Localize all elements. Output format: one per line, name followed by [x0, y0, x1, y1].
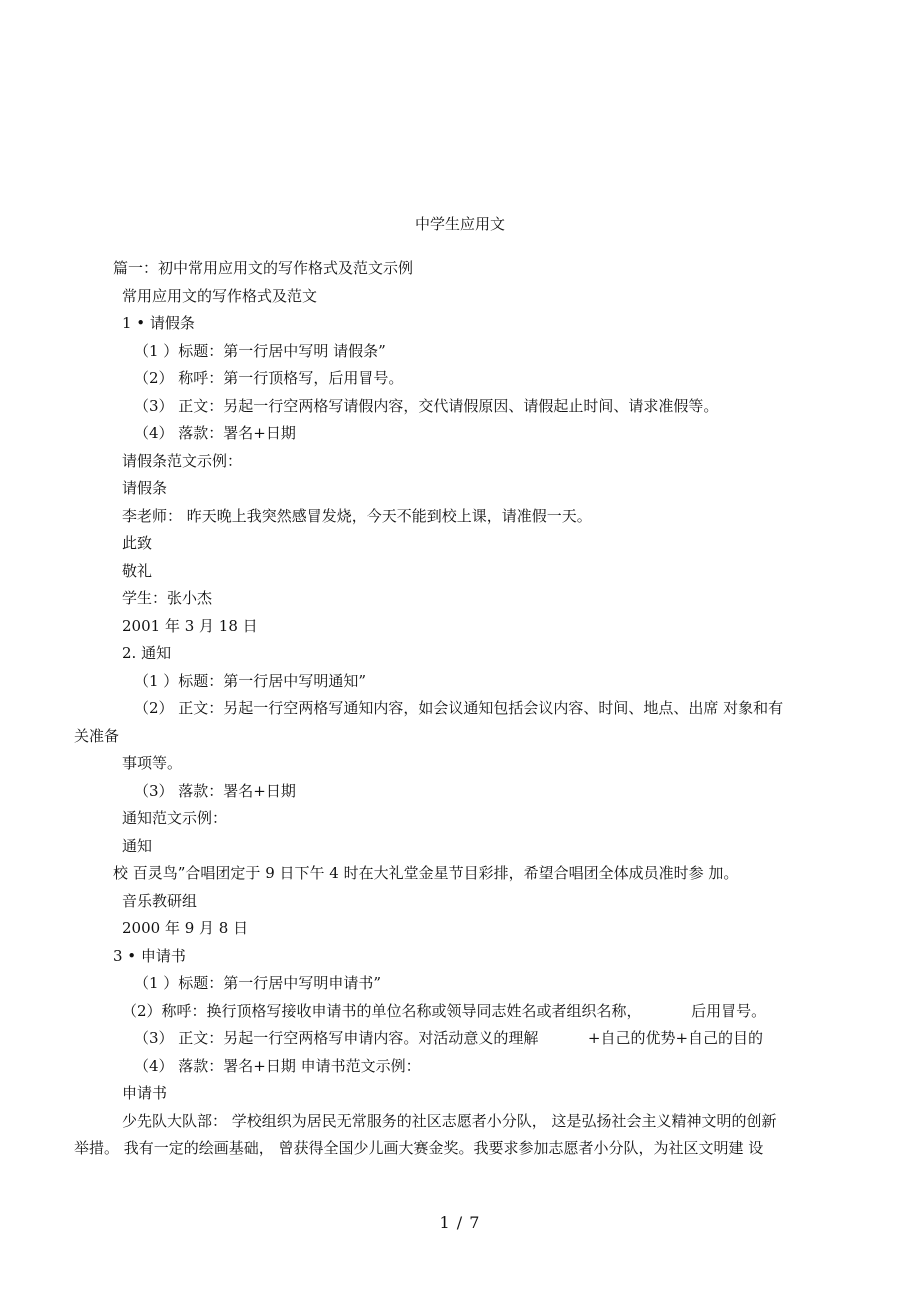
paragraph-line: （3） 正文：另起一行空两格写请假内容，交代请假原因、请假起止时间、请求准假等。 [134, 397, 719, 415]
paragraph-line: （4） 落款：署名+日期 申请书范文示例： [134, 1057, 421, 1075]
paragraph-segment: （2）称呼：换行顶格写接收申请书的单位名称或领导同志姓名或者组织名称， [122, 1002, 642, 1020]
paragraph-line: 申请书 [122, 1084, 168, 1102]
paragraph-line: （2） 正文：另起一行空两格写通知内容，如会议通知包括会议内容、时间、地点、出席 对象和有 [134, 699, 784, 717]
paragraph-segment: 后用冒号。 [691, 1002, 767, 1020]
item-heading: 2. 通知 [122, 644, 172, 662]
item-heading: 1 • 请假条 [122, 314, 195, 332]
paragraph-line [134, 1028, 763, 1048]
page-number: 1 / 7 [439, 1213, 481, 1232]
item-heading: 3 • 申请书 [113, 947, 186, 965]
paragraph-line: 2000 年 9 月 8 日 [122, 919, 249, 937]
paragraph-segment: +自己的优势+自己的目的 [587, 1029, 764, 1047]
paragraph-line: 通知 [122, 837, 153, 855]
paragraph-line: （2） 称呼：第一行顶格写，后用冒号。 [134, 369, 404, 387]
paragraph-line: 李老师： 昨天晚上我突然感冒发烧，今天不能到校上课，请准假一天。 [122, 507, 592, 525]
paragraph-line: 通知范文示例： [122, 809, 228, 827]
paragraph-line: 少先队大队部： 学校组织为居民无常服务的社区志愿者小分队， 这是弘扬社会主义精神文明的创新 [122, 1112, 777, 1130]
paragraph-line: （1 ）标题：第一行居中写明 请假条” [134, 342, 386, 360]
paragraph-line: （1 ）标题：第一行居中写明通知” [134, 672, 366, 690]
section-heading: 篇一：初中常用应用文的写作格式及范文示例 [113, 259, 414, 277]
subheading: 常用应用文的写作格式及范文 [122, 287, 318, 305]
paragraph-line: （4） 落款：署名+日期 [134, 424, 296, 442]
paragraph-line: 学生：张小杰 [122, 589, 213, 607]
paragraph-segment: （3） 正文：另起一行空两格写申请内容。对活动意义的理解 [134, 1029, 539, 1047]
paragraph-line [122, 1001, 766, 1021]
paragraph-line: 举措。 我有一定的绘画基础， 曾获得全国少儿画大赛金奖。我要求参加志愿者小分队，为社区文明建 设 [74, 1139, 764, 1157]
document-title: 中学生应用文 [414, 215, 505, 233]
paragraph-line: 请假条 [122, 479, 168, 497]
paragraph-line: 关准备 [74, 727, 120, 745]
paragraph-line: 音乐教研组 [122, 892, 198, 910]
paragraph-line: 敬礼 [122, 562, 153, 580]
paragraph-line: （1 ）标题：第一行居中写明申请书” [134, 974, 381, 992]
paragraph-line: 校 百灵鸟”合唱团定于 9 日下午 4 时在大礼堂金星节目彩排，希望合唱团全体成员准时参 加。 [113, 864, 739, 882]
paragraph-line: 请假条范文示例： [122, 452, 243, 470]
paragraph-line: 事项等。 [122, 754, 183, 772]
paragraph-line: 此致 [122, 534, 153, 552]
paragraph-line: 2001 年 3 月 18 日 [122, 617, 258, 635]
paragraph-line: （3） 落款：署名+日期 [134, 782, 296, 800]
